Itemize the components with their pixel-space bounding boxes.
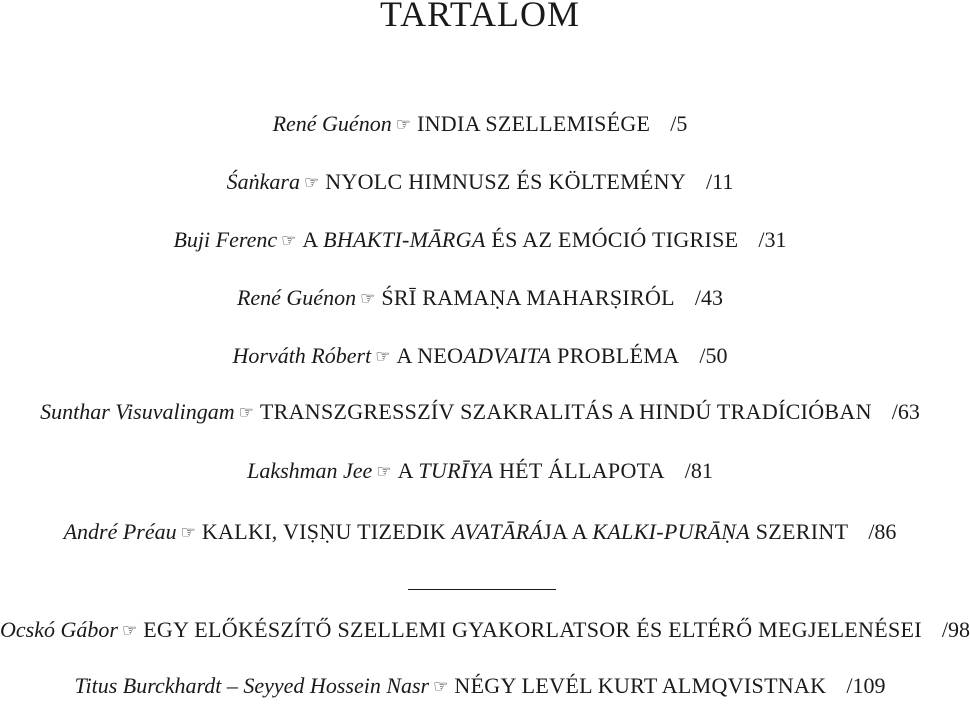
toc-entry-title-part: TRANSZGRESSZÍV SZAKRALITÁS A HINDÚ TRADÍCIÓBAN [259,399,872,424]
toc-entry-title-part: ADVAITA [463,343,552,368]
toc-entry[interactable] [0,284,960,314]
toc-entry-title-part: HÉT ÁLLAPOTA [493,458,665,483]
toc-entry[interactable] [0,342,960,372]
toc-entry-author: Sunthar Visuvalingam [40,399,235,424]
toc-entry-title-part: KALKI, VIṢṆU TIZEDIK [201,519,452,544]
toc-entry-title-part: TURĪYA [418,458,494,483]
toc-entry-title-part: AVATĀRÁ [451,519,544,544]
pointing-hand-icon: ☞ [121,621,138,640]
toc-entry-author: René Guénon [272,111,392,136]
toc-entry-title [454,673,826,698]
toc-entry-title-part: NÉGY LEVÉL KURT ALMQVISTNAK [454,673,827,698]
pointing-hand-icon: ☞ [360,289,376,308]
pointing-hand-icon: ☞ [238,403,254,422]
toc-entry-title-part: A NEO [396,343,464,368]
toc-entry-title [381,285,675,310]
toc-entry-title [396,343,679,368]
pointing-hand-icon: ☞ [375,347,391,366]
toc-entry-page: /11 [706,169,734,194]
toc-entry-author: Lakshman Jee [247,458,373,483]
toc-entry-title [202,519,848,544]
toc-entry-title-part: ÉS AZ EMÓCIÓ TIGRISE [485,227,739,252]
toc-entry-title-part: INDIA SZELLEMISÉGE [416,111,651,136]
toc-entry-title-part: EGY ELŐKÉSZÍTŐ SZELLEMI GYAKORLATSOR ÉS ELTÉRŐ MEGJELENÉSEI [143,617,922,642]
toc-entry-title [143,617,922,642]
toc-entry-title-part: KALKI-PURĀṆA [592,519,750,544]
toc-entry-title [417,111,650,136]
toc-entry-title-part: A [302,227,324,252]
pointing-hand-icon: ☞ [395,115,411,134]
toc-entry-title [398,458,665,483]
toc-entry[interactable] [0,168,960,198]
toc-entry-page: /63 [891,399,920,424]
toc-entry-author: André Préau [63,519,177,544]
toc-entry-title-part: NYOLC HIMNUSZ ÉS KÖLTEMÉNY [325,169,687,194]
toc-entry[interactable] [0,110,960,140]
toc-entry-title [302,227,738,252]
toc-entry-author: Horváth Róbert [232,343,372,368]
toc-entry-title-part: JA A [543,519,593,544]
toc-entry-page: /43 [694,285,724,310]
toc-entry-title-part: A [397,458,419,483]
pointing-hand-icon: ☞ [180,523,196,542]
pointing-hand-icon: ☞ [376,462,392,481]
toc-entry[interactable] [0,398,960,428]
toc-entry-title [260,399,872,424]
toc-entry[interactable] [0,616,970,646]
toc-entry-author: Śaṅkara [226,169,300,194]
toc-entry-author: Titus Burckhardt – Seyyed Hossein Nasr [74,673,430,698]
toc-entry-author: Buji Ferenc [173,227,278,252]
toc-entry-author: René Guénon [236,285,357,310]
section-divider [408,589,556,590]
pointing-hand-icon: ☞ [433,677,449,696]
toc-entry-page: /31 [758,227,787,252]
toc-entry[interactable] [0,518,960,548]
pointing-hand-icon: ☞ [303,173,320,192]
toc-entry[interactable] [0,226,960,256]
toc-entry-page: /98 [941,617,970,642]
toc-entry-page: /86 [868,519,897,544]
toc-entry-title-part: BHAKTI-MĀRGA [323,227,486,252]
toc-entry-page: /109 [846,673,886,698]
toc-entry-page: /81 [684,458,713,483]
toc-entry-title [325,169,686,194]
toc-entry-title-part: PROBLÉMA [551,343,680,368]
toc-entry-title-part: ŚRĪ RAMAṆA MAHARṢIRÓL [381,285,675,310]
pointing-hand-icon: ☞ [281,231,297,250]
toc-entry-title-part: SZERINT [749,519,849,544]
toc-entry-author: Ocskó Gábor [0,617,118,642]
toc-entry[interactable] [0,672,960,702]
toc-entry[interactable] [0,457,960,487]
toc-entry-page: /5 [670,111,688,136]
page-title: TARTALOM [379,0,581,34]
toc-entry-page: /50 [699,343,728,368]
